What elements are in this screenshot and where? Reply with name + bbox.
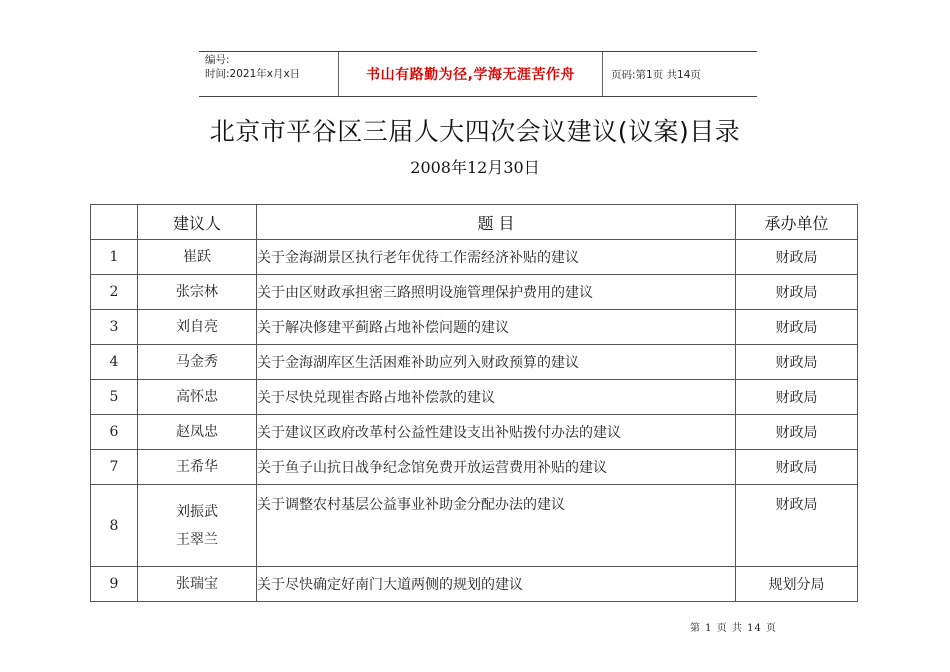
row-department: 财政局 — [736, 240, 858, 275]
row-proposer: 张瑞宝 — [138, 567, 257, 602]
table-header-row — [91, 205, 858, 240]
row-department: 财政局 — [736, 345, 858, 380]
row-department: 财政局 — [736, 415, 858, 450]
row-department: 财政局 — [736, 485, 858, 567]
table-row — [91, 450, 858, 485]
row-subject: 关于金海湖景区执行老年优待工作需经济补贴的建议 — [257, 240, 736, 275]
table-row — [91, 275, 858, 310]
header-proposer: 建议人 — [138, 205, 257, 240]
page-label: 页码:第1页 共14页 — [611, 68, 701, 81]
row-number: 6 — [91, 415, 138, 450]
row-number: 2 — [91, 275, 138, 310]
row-number: 5 — [91, 380, 138, 415]
page-title: 北京市平谷区三届人大四次会议建议(议案)目录 — [209, 117, 741, 146]
row-subject: 关于建议区政府改革村公益性建设支出补贴拨付办法的建议 — [257, 415, 736, 450]
time-label: 时间:2021年x月x日 — [205, 68, 301, 80]
row-proposer: 刘自亮 — [138, 310, 257, 345]
row-subject: 关于金海湖库区生活困难补助应列入财政预算的建议 — [257, 345, 736, 380]
table-row — [91, 310, 858, 345]
table-row — [91, 485, 858, 567]
row-subject: 关于鱼子山抗日战争纪念馆免费开放运营费用补贴的建议 — [257, 450, 736, 485]
table-row — [91, 567, 858, 602]
row-subject: 关于调整农村基层公益事业补助金分配办法的建议 — [257, 485, 736, 567]
motto: 书山有路勤为径,学海无涯苦作舟 — [339, 52, 603, 96]
row-subject: 关于尽快兑现崔杏路占地补偿款的建议 — [257, 380, 736, 415]
row-number: 1 — [91, 240, 138, 275]
row-proposers — [138, 485, 257, 567]
page-footer: 第 1 页 共 14 页 — [690, 623, 777, 634]
row-number: 9 — [91, 567, 138, 602]
row-subject: 关于解决修建平蓟路占地补偿问题的建议 — [257, 310, 736, 345]
table-row — [91, 240, 858, 275]
header-number — [91, 205, 138, 240]
row-number: 3 — [91, 310, 138, 345]
row-number: 7 — [91, 450, 138, 485]
document-header — [199, 51, 757, 97]
row-proposer: 高怀忠 — [138, 380, 257, 415]
proposal-table — [90, 204, 858, 602]
row-department: 财政局 — [736, 380, 858, 415]
table-row — [91, 345, 858, 380]
header-department: 承办单位 — [736, 205, 858, 240]
row-proposer-second: 王翠兰 — [176, 531, 218, 548]
table-row — [91, 415, 858, 450]
row-department: 财政局 — [736, 450, 858, 485]
code-label: 编号: — [205, 54, 230, 66]
page-date: 2008年12月30日 — [410, 158, 540, 177]
table-row — [91, 380, 858, 415]
row-proposer: 刘振武 — [176, 503, 218, 520]
header-meta — [199, 52, 339, 96]
header-subject: 题 目 — [257, 205, 736, 240]
row-subject: 关于尽快确定好南门大道两侧的规划的建议 — [257, 567, 736, 602]
row-number: 4 — [91, 345, 138, 380]
row-proposer: 马金秀 — [138, 345, 257, 380]
row-proposer: 张宗林 — [138, 275, 257, 310]
row-subject: 关于由区财政承担密三路照明设施管理保护费用的建议 — [257, 275, 736, 310]
row-department: 财政局 — [736, 310, 858, 345]
row-department: 规划分局 — [736, 567, 858, 602]
row-number: 8 — [91, 485, 138, 567]
row-proposer: 王希华 — [138, 450, 257, 485]
row-proposer: 崔跃 — [138, 240, 257, 275]
row-department: 财政局 — [736, 275, 858, 310]
row-proposer: 赵凤忠 — [138, 415, 257, 450]
